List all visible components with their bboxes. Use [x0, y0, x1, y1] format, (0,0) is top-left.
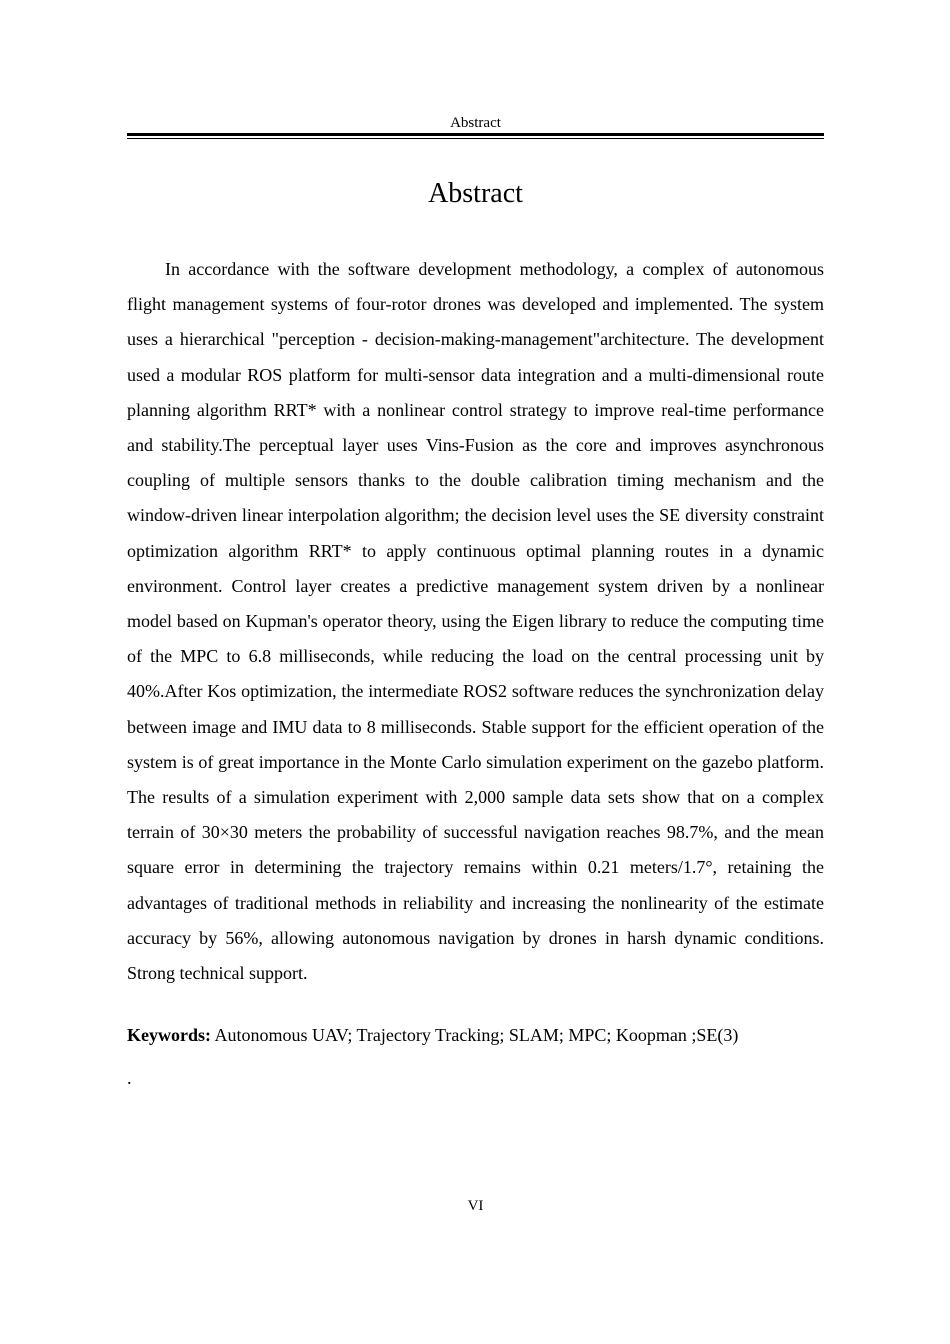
page-number: VI — [467, 1198, 484, 1214]
keywords-value: Autonomous UAV; Trajectory Tracking; SLAM; MPC; Koopman ;SE(3) — [211, 1025, 739, 1045]
running-header: Abstract — [450, 115, 501, 131]
keywords-line — [127, 1020, 824, 1050]
page-title: Abstract — [428, 178, 523, 209]
trailing-mark: . — [127, 1068, 132, 1088]
keywords-label: Keywords: — [127, 1025, 211, 1045]
header-rule-thin — [127, 138, 824, 139]
abstract-paragraph: In accordance with the software development methodology, a complex of autonomous flight management systems of four-rotor drones was developed and implemented. The system uses a hierarchical "perception - decision-making-management"architecture. The development used a modular ROS platform for multi-sensor data integration and a multi-dimensional route planning algorithm RRT* with a nonlinear control strategy to improve real-time performance and stability.The perceptual layer uses Vins-Fusion as the core and improves asynchronous coupling of multiple sensors thanks to the double calibration timing mechanism and the window-driven linear interpolation algorithm; the decision level uses the SE diversity constraint optimization algorithm RRT* to apply continuous optimal planning routes in a dynamic environment. Control layer creates a predictive management system driven by a nonlinear model based on Kupman's operator theory, using the Eigen library to reduce the computing time of the MPC to 6.8 milliseconds, while reducing the load on the central processing unit by 40%.After Kos optimization, the intermediate ROS2 software reduces the synchronization delay between image and IMU data to 8 milliseconds. Stable support for the efficient operation of the system is of great importance in the Monte Carlo simulation experiment on the gazebo platform. The results of a simulation experiment with 2,000 sample data sets show that on a complex terrain of 30×30 meters the probability of successful navigation reaches 98.7%, and the mean square error in determining the trajectory remains within 0.21 meters/1.7°, retaining the advantages of traditional methods in reliability and increasing the nonlinearity of the estimate accuracy by 56%, allowing autonomous navigation by drones in harsh dynamic conditions. Strong technical support. — [127, 259, 824, 984]
header-rule-thick — [127, 133, 824, 136]
